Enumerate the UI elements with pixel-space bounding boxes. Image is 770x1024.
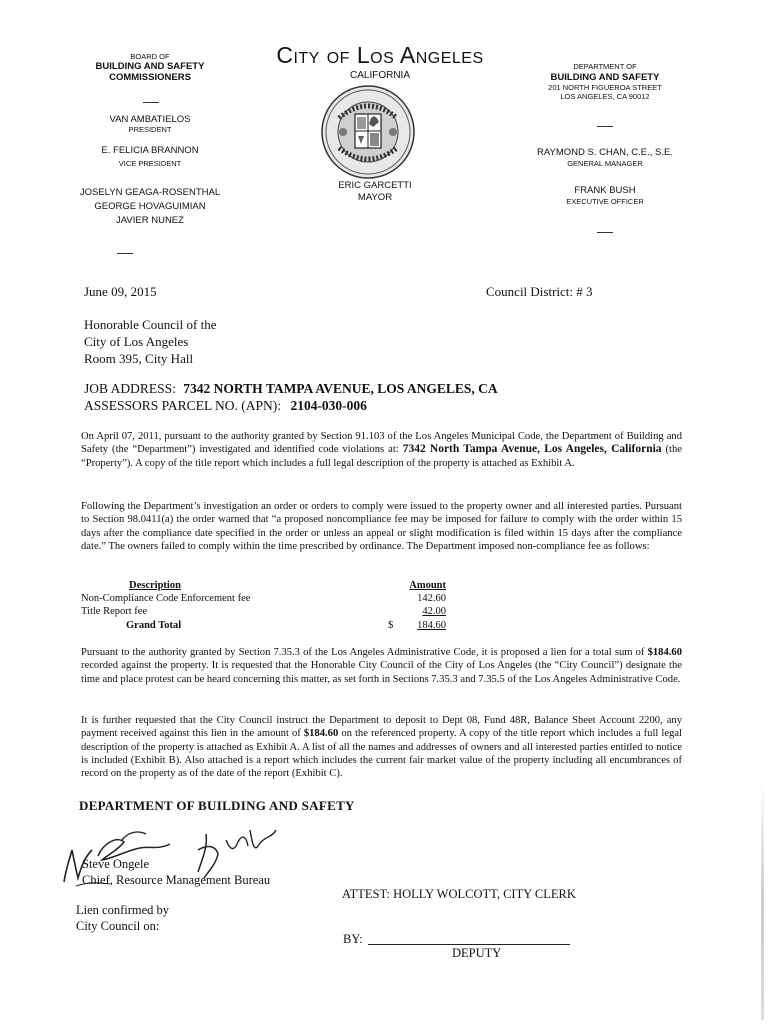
divider	[143, 102, 159, 103]
executive-officer-block	[520, 185, 690, 206]
general-manager-block	[520, 147, 690, 168]
paragraph-text: (the “Property”). A copy of the title report which includes a full legal description of the property is attached as Exhibit A.	[81, 444, 682, 469]
department-line1: DEPARTMENT OF	[573, 62, 637, 71]
fee-description-header: Description	[129, 580, 181, 591]
mayor-title: MAYOR	[357, 192, 393, 203]
executive-officer-title: EXECUTIVE OFFICER	[566, 197, 644, 206]
general-manager-title: GENERAL MANAGER	[567, 159, 643, 168]
apn	[84, 397, 498, 414]
paragraph-text: Pursuant to the authority granted by Section 7.35.3 of the Los Angeles Administrative Code, it is proposed a lien for a total sum of	[81, 647, 648, 658]
city-seal	[313, 84, 423, 180]
job-address-value: 7342 NORTH TAMPA AVENUE, LOS ANGELES, CA	[183, 381, 498, 396]
board-line2: BUILDING AND SAFETY	[95, 61, 205, 72]
council-district: Council District: # 3	[486, 284, 593, 299]
currency-symbol: $	[388, 620, 394, 631]
paragraph-lien	[81, 646, 682, 686]
divider	[117, 253, 133, 254]
recipient-address	[84, 316, 217, 367]
department-address2: LOS ANGELES, CA 90012	[560, 92, 650, 101]
mayor-block	[300, 180, 450, 204]
board-member: GEORGE HOVAGUIMIAN	[94, 201, 206, 212]
board-line3: COMMISSIONERS	[109, 72, 191, 83]
signatory-name: Steve Ongele	[82, 857, 149, 871]
paragraph-deposit	[81, 714, 682, 780]
executive-officer-name: FRANK BUSH	[574, 185, 636, 196]
department-address1: 201 NORTH FIGUEROA STREET	[548, 83, 662, 92]
president-title: PRESIDENT	[128, 125, 172, 134]
recipient-line: City of Los Angeles	[84, 334, 189, 349]
city-name: City of Los Angeles	[276, 42, 484, 68]
attest-line: ATTEST: HOLLY WOLCOTT, CITY CLERK	[342, 887, 576, 901]
scan-edge-shadow	[761, 780, 764, 1020]
grand-total-label: Grand Total	[126, 620, 182, 631]
fee-amount: 42.00	[422, 606, 446, 617]
job-address	[84, 380, 498, 397]
vice-president-name: E. FELICIA BRANNON	[101, 145, 199, 156]
department-block	[520, 62, 690, 101]
signature-line	[368, 944, 570, 945]
paragraph-text: It is further requested that the City Council instruct the Department to deposit to Dept 08, Fund 48R, Balance Sheet Account 2200, any payment received against this lien in the amount of	[81, 715, 682, 740]
apn-label: ASSESSORS PARCEL NO. (APN):	[84, 398, 282, 413]
board-member: JOSELYN GEAGA-ROSENTHAL	[79, 187, 221, 198]
vice-president-block	[70, 145, 230, 168]
board-member: JAVIER NUNEZ	[116, 215, 184, 226]
letter-date: June 09, 2015	[84, 284, 157, 299]
divider	[597, 126, 613, 127]
recipient-line: Room 395, City Hall	[84, 351, 194, 366]
president-name: VAN AMBATIELOS	[109, 114, 191, 125]
by-label: BY:	[343, 932, 363, 946]
lien-amount-bold: $184.60	[303, 728, 339, 740]
fee-amount-header: Amount	[409, 580, 446, 591]
lien-confirmed-block	[76, 902, 169, 934]
department-heading: DEPARTMENT OF BUILDING AND SAFETY	[79, 798, 355, 813]
board-block	[70, 52, 230, 83]
signatory-block	[82, 856, 270, 888]
divider	[597, 232, 613, 233]
vice-president-title: VICE PRESIDENT	[118, 159, 182, 168]
fee-amount: 142.60	[417, 593, 446, 604]
property-address-bold: 7342 North Tampa Avenue, Los Angeles, California	[402, 443, 662, 456]
paragraph-violations	[81, 430, 682, 470]
board-members	[60, 186, 240, 228]
paragraph-investigation: Following the Department’s investigation an order or orders to comply were issued to the property owner and all interested parties. Pursuant to Section 98.0411(a) the order warned that “a proposed noncompliance fee may be imposed for failure to comply with the order within 15 days after the compliance date specified in the order or unless an appeal or slight modification is filed within 15 days after the compliance date.” The owners failed to comply within the time prescribed by ordinance. The Department imposed non-compliance fee as follows:	[81, 501, 682, 552]
lien-amount-bold: $184.60	[647, 647, 682, 658]
signatory-title: Chief, Resource Management Bureau	[82, 873, 271, 887]
paragraph-text: on the referenced property. A copy of the title report which includes a full legal description of the property is attached as Exhibit A. A list of all the names and addresses of owners and all interested parties entitled to notice is included (Exhibit B). Also attached is a report which includes the current fair market value of the property including all encumbrances of record on the property as of the date of the report (Exhibit C).	[81, 728, 682, 780]
president-block	[70, 114, 230, 134]
job-info	[84, 380, 498, 414]
paragraph-text: recorded against the property. It is requested that the Honorable City Council of the City of Los Angeles (the “City Council”) designate the time and place protest can be heard concerning this matter, as set forth in Sections 7.35.3 and 7.35.5 of the Los Angeles Administrative Code.	[81, 660, 682, 685]
board-line1: BOARD OF	[130, 52, 170, 61]
lien-confirmed-line: Lien confirmed by	[76, 903, 170, 917]
mayor-name: ERIC GARCETTI	[338, 180, 412, 191]
apn-value: 2104-030-006	[290, 398, 367, 413]
fee-description: Non-Compliance Code Enforcement fee	[81, 593, 251, 604]
state-name: CALIFORNIA	[349, 70, 410, 81]
paragraph-text: On April 07, 2011, pursuant to the authority granted by Section 91.103 of the Los Angeles Municipal Code, the Department of Building and Safety (the “Department”) investigated and identified code violations at:	[81, 431, 682, 456]
seal-graphic	[313, 84, 423, 180]
department-line2: BUILDING AND SAFETY	[550, 72, 660, 83]
lien-confirmed-line: City Council on:	[76, 919, 160, 933]
job-address-label: JOB ADDRESS:	[84, 381, 176, 396]
recipient-line: Honorable Council of the	[84, 317, 217, 332]
fee-description: Title Report fee	[81, 606, 148, 617]
deputy-label: DEPUTY	[452, 946, 502, 960]
grand-total-amount: 184.60	[417, 620, 446, 631]
general-manager-name: RAYMOND S. CHAN, C.E., S.E.	[536, 147, 673, 158]
